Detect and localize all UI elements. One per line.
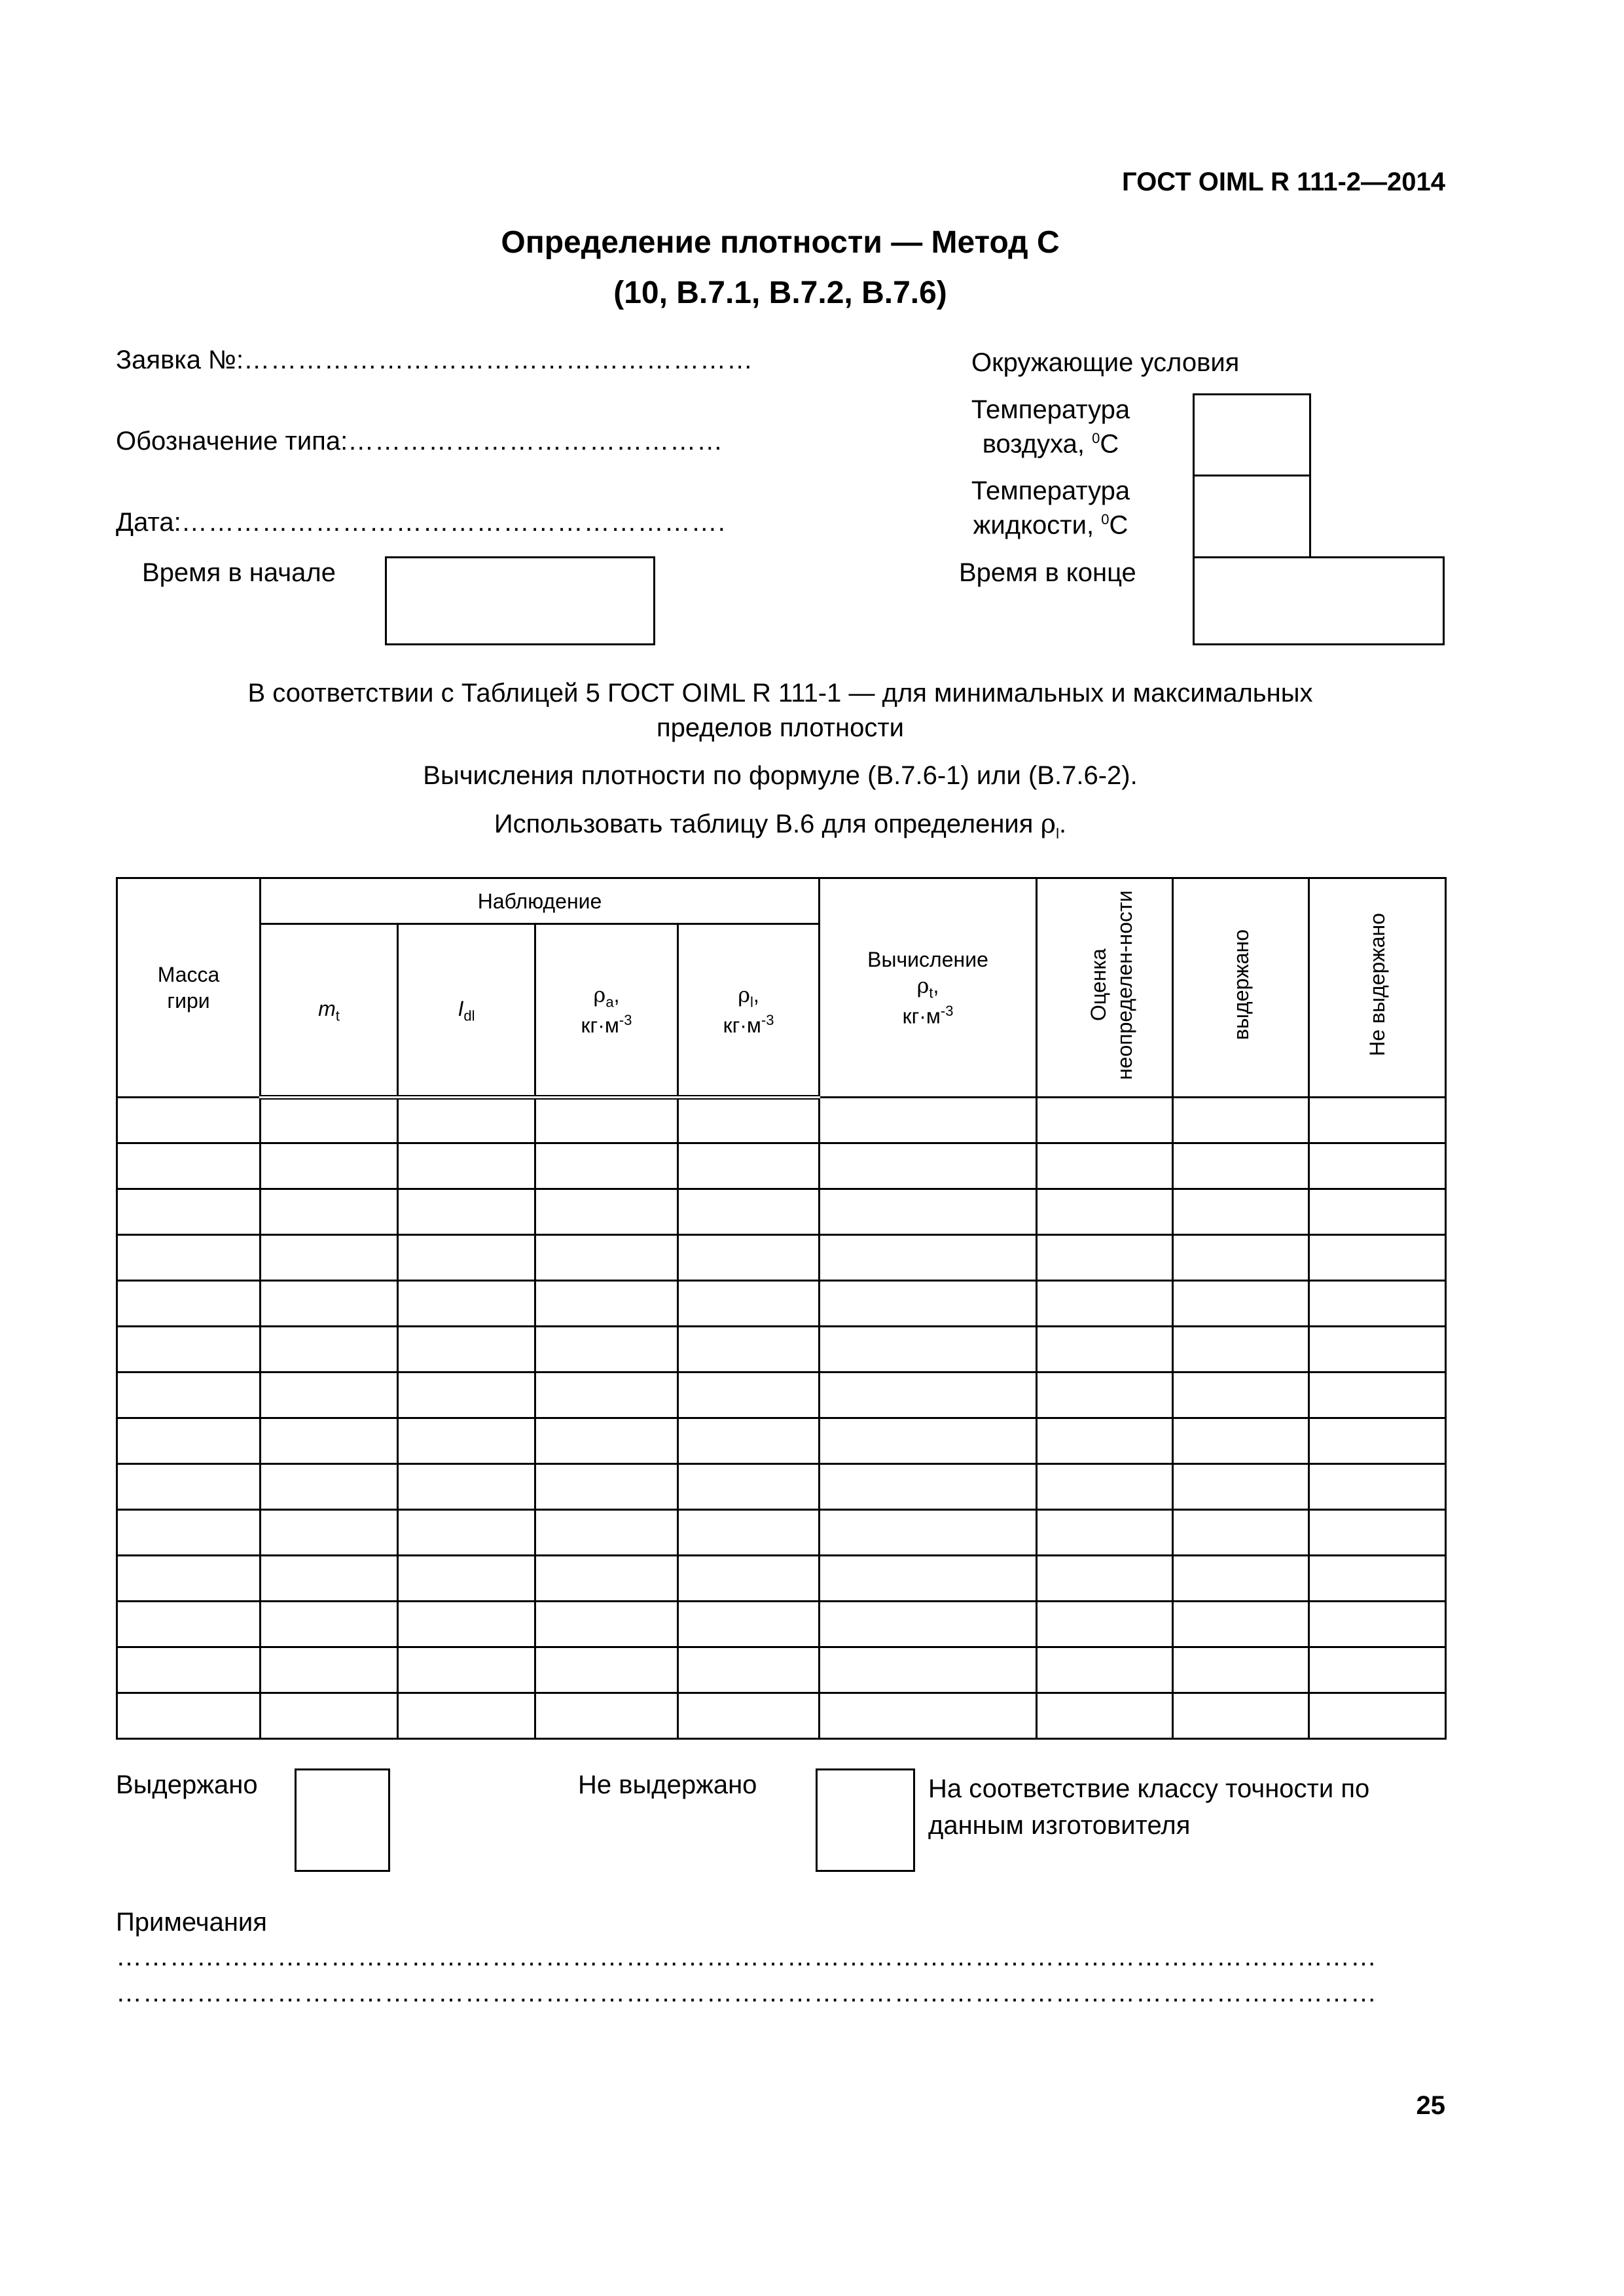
conformity-label: На соответствие классу точности по данным изготовителя	[928, 1774, 1370, 1840]
table-cell[interactable]	[1037, 1693, 1173, 1739]
table-cell[interactable]	[678, 1189, 820, 1235]
table-row	[117, 1327, 1446, 1372]
application-number-label: Заявка №:	[116, 346, 244, 374]
table-cell[interactable]	[117, 1372, 261, 1418]
passed-label: Выдержано	[116, 1770, 258, 1799]
air-temperature-label: Температура воздуха, $^0$С	[971, 395, 1130, 459]
page-subtitle: (10, B.7.1, B.7.2, B.7.6)	[613, 276, 947, 310]
table-cell[interactable]	[1037, 1372, 1173, 1418]
table-cell[interactable]	[1173, 1693, 1309, 1739]
table-cell[interactable]	[1173, 1418, 1309, 1464]
table-cell[interactable]	[1309, 1418, 1446, 1464]
table-cell[interactable]	[820, 1372, 1037, 1418]
table-cell[interactable]	[1037, 1189, 1173, 1235]
table-cell[interactable]	[117, 1647, 261, 1693]
table-cell[interactable]	[535, 1464, 678, 1510]
table-cell[interactable]	[820, 1647, 1037, 1693]
table-cell[interactable]	[398, 1647, 535, 1693]
table-cell[interactable]	[398, 1418, 535, 1464]
table-row	[117, 1098, 1446, 1143]
table-cell[interactable]	[535, 1418, 678, 1464]
table-cell[interactable]	[398, 1693, 535, 1739]
failed-header: Не выдержано	[1309, 878, 1446, 1098]
table-cell[interactable]	[820, 1510, 1037, 1556]
table-cell[interactable]	[820, 1602, 1037, 1647]
table-cell[interactable]	[820, 1235, 1037, 1281]
table-cell[interactable]	[261, 1510, 398, 1556]
table-cell[interactable]	[117, 1281, 261, 1327]
table-row	[117, 1189, 1446, 1235]
table-cell[interactable]	[678, 1281, 820, 1327]
table-cell[interactable]	[1173, 1464, 1309, 1510]
table-cell[interactable]	[1173, 1327, 1309, 1372]
table-cell[interactable]	[117, 1327, 261, 1372]
col-rho-l-header: $\rho_l$, $кг\cdot м^{-3}$	[678, 924, 820, 1098]
table-cell[interactable]	[820, 1418, 1037, 1464]
table-cell[interactable]	[1037, 1602, 1173, 1647]
table-cell[interactable]	[1309, 1098, 1446, 1143]
table-cell[interactable]	[261, 1281, 398, 1327]
calculation-formula-note: Вычисления плотности по формуле (B.7.6-1) или (B.7.6-2).	[423, 761, 1138, 790]
col-idl-header: $I_{dl}$	[398, 924, 535, 1098]
table-cell[interactable]	[398, 1556, 535, 1602]
table-cell[interactable]	[535, 1327, 678, 1372]
failed-label: Не выдержано	[578, 1770, 757, 1799]
table-cell[interactable]	[117, 1143, 261, 1189]
start-time-box[interactable]	[385, 556, 655, 645]
table-cell[interactable]	[117, 1418, 261, 1464]
table-cell[interactable]	[678, 1602, 820, 1647]
table-row	[117, 1647, 1446, 1693]
end-time-label: Время в конце	[959, 558, 1136, 587]
table-cell[interactable]	[678, 1143, 820, 1189]
table-cell[interactable]	[1037, 1556, 1173, 1602]
table-cell[interactable]	[1037, 1647, 1173, 1693]
table-cell[interactable]	[117, 1556, 261, 1602]
table-cell[interactable]	[398, 1510, 535, 1556]
table-cell[interactable]	[398, 1235, 535, 1281]
table-cell[interactable]	[398, 1281, 535, 1327]
table-cell[interactable]	[1173, 1143, 1309, 1189]
table-cell[interactable]	[117, 1235, 261, 1281]
table-cell[interactable]	[261, 1372, 398, 1418]
table-cell[interactable]	[535, 1647, 678, 1693]
table-cell[interactable]	[820, 1098, 1037, 1143]
table-cell[interactable]	[535, 1693, 678, 1739]
table-cell[interactable]	[1037, 1281, 1173, 1327]
table-cell[interactable]	[261, 1464, 398, 1510]
table-cell[interactable]	[1173, 1189, 1309, 1235]
table-cell[interactable]	[1037, 1235, 1173, 1281]
table-cell[interactable]	[535, 1510, 678, 1556]
table-cell[interactable]	[535, 1189, 678, 1235]
table-cell[interactable]	[261, 1327, 398, 1372]
table-cell[interactable]	[117, 1693, 261, 1739]
table-cell[interactable]	[535, 1235, 678, 1281]
table-cell[interactable]	[117, 1510, 261, 1556]
table-cell[interactable]	[261, 1235, 398, 1281]
table-cell[interactable]	[678, 1647, 820, 1693]
table-cell[interactable]	[117, 1464, 261, 1510]
table-cell[interactable]	[1309, 1327, 1446, 1372]
table-cell[interactable]	[535, 1556, 678, 1602]
table-cell[interactable]	[261, 1418, 398, 1464]
start-time-label: Время в начале	[142, 558, 336, 587]
mass-header: Масса гири	[117, 878, 261, 1098]
table-cell[interactable]	[535, 1143, 678, 1189]
table-cell[interactable]	[1037, 1098, 1173, 1143]
type-designation-label: Обозначение типа:	[116, 427, 348, 456]
table-cell[interactable]	[1173, 1510, 1309, 1556]
table-cell[interactable]	[535, 1098, 678, 1143]
table-row	[117, 1418, 1446, 1464]
table-row	[117, 1143, 1446, 1189]
table-cell[interactable]	[535, 1281, 678, 1327]
application-number-field[interactable]	[116, 346, 753, 375]
table-cell[interactable]	[1309, 1143, 1446, 1189]
air-temperature-box[interactable]	[1193, 393, 1311, 476]
table-cell[interactable]	[261, 1143, 398, 1189]
table-cell[interactable]	[1173, 1372, 1309, 1418]
remarks-line-1[interactable]: ……………………………………………………………………………………………………………………………	[116, 1943, 1377, 1971]
density-limits-note-line1: В соответствии с Таблицей 5 ГОСТ OIML R 111-1 — для минимальных и максимальных	[247, 679, 1313, 708]
table-cell[interactable]	[1173, 1556, 1309, 1602]
table-row	[117, 1281, 1446, 1327]
table-cell[interactable]	[1309, 1510, 1446, 1556]
table-cell[interactable]	[1173, 1602, 1309, 1647]
table-cell[interactable]	[820, 1189, 1037, 1235]
table-cell[interactable]	[1309, 1693, 1446, 1739]
observation-header: Наблюдение	[261, 878, 820, 924]
table-row	[117, 1510, 1446, 1556]
table-cell[interactable]	[678, 1372, 820, 1418]
table-cell[interactable]	[678, 1235, 820, 1281]
table-row	[117, 1693, 1446, 1739]
table-cell[interactable]	[117, 1098, 261, 1143]
table-cell[interactable]	[117, 1189, 261, 1235]
failed-checkbox[interactable]	[816, 1768, 915, 1872]
end-time-box[interactable]	[1193, 556, 1445, 645]
table-cell[interactable]	[678, 1327, 820, 1372]
table-cell[interactable]	[261, 1602, 398, 1647]
table-cell[interactable]	[820, 1556, 1037, 1602]
table-cell[interactable]	[820, 1464, 1037, 1510]
table-cell[interactable]	[1037, 1510, 1173, 1556]
table-cell[interactable]	[398, 1602, 535, 1647]
table-cell[interactable]	[398, 1372, 535, 1418]
table-cell[interactable]	[1309, 1602, 1446, 1647]
table-cell[interactable]	[1173, 1235, 1309, 1281]
environmental-conditions-label: Окружающие условия	[971, 348, 1240, 377]
table-cell[interactable]	[1173, 1281, 1309, 1327]
table-cell[interactable]	[261, 1189, 398, 1235]
type-designation-field[interactable]	[116, 427, 723, 456]
table-row	[117, 1602, 1446, 1647]
date-label: Дата:	[116, 508, 181, 537]
type-designation-dots: ……………………………………	[348, 427, 724, 456]
table-cell[interactable]	[678, 1556, 820, 1602]
liquid-temperature-box[interactable]	[1193, 475, 1311, 558]
table-cell[interactable]	[678, 1510, 820, 1556]
density-data-table	[116, 877, 1447, 1740]
table-cell[interactable]	[261, 1647, 398, 1693]
table-cell[interactable]	[820, 1327, 1037, 1372]
table-cell[interactable]	[535, 1602, 678, 1647]
table-cell[interactable]	[117, 1602, 261, 1647]
table-cell[interactable]	[1037, 1143, 1173, 1189]
table-cell[interactable]	[261, 1693, 398, 1739]
table-cell[interactable]	[398, 1098, 535, 1143]
liquid-temperature-label: Температура жидкости, $^0$С	[971, 476, 1130, 540]
uncertainty-header: Оценка неопределен-ности	[1037, 878, 1173, 1098]
table-cell[interactable]	[398, 1464, 535, 1510]
table-cell[interactable]	[820, 1693, 1037, 1739]
table-cell[interactable]	[398, 1327, 535, 1372]
table-row	[117, 1464, 1446, 1510]
remarks-label: Примечания	[116, 1908, 267, 1937]
table-cell[interactable]	[535, 1372, 678, 1418]
table-cell[interactable]	[1037, 1464, 1173, 1510]
density-limits-note-line2: пределов плотности	[656, 713, 905, 742]
application-number-dots: …………………………………………………	[244, 346, 754, 374]
table-cell[interactable]	[1309, 1464, 1446, 1510]
table-cell[interactable]	[398, 1189, 535, 1235]
remarks-line-2[interactable]: ……………………………………………………………………………………………………………………………	[116, 1979, 1377, 2007]
date-dots: …………………………………………………….	[181, 508, 726, 537]
page-number: 25	[1416, 2091, 1445, 2120]
table-cell[interactable]	[1173, 1647, 1309, 1693]
table-cell[interactable]	[678, 1693, 820, 1739]
col-mt-header: $m_t$	[261, 924, 398, 1098]
table-usage-note: Использовать таблицу В.6 для определения $\rho_l$.	[494, 809, 1067, 842]
table-cell[interactable]	[1309, 1281, 1446, 1327]
table-cell[interactable]	[261, 1098, 398, 1143]
passed-checkbox[interactable]	[295, 1768, 390, 1872]
table-cell[interactable]	[1309, 1647, 1446, 1693]
table-cell[interactable]	[1309, 1372, 1446, 1418]
table-cell[interactable]	[1309, 1189, 1446, 1235]
calculation-header: Вычисление $\rho_t$, $кг\cdot м^{-3}$	[820, 878, 1037, 1098]
table-row	[117, 1235, 1446, 1281]
table-cell[interactable]	[820, 1281, 1037, 1327]
date-field[interactable]	[116, 508, 726, 537]
table-cell[interactable]	[1309, 1556, 1446, 1602]
col-rho-a-header: $\rho_a$, $кг\cdot м^{-3}$	[535, 924, 678, 1098]
table-cell[interactable]	[1037, 1327, 1173, 1372]
table-cell[interactable]	[398, 1143, 535, 1189]
table-cell[interactable]	[261, 1556, 398, 1602]
table-cell[interactable]	[1037, 1418, 1173, 1464]
table-cell[interactable]	[678, 1098, 820, 1143]
table-cell[interactable]	[1309, 1235, 1446, 1281]
table-row	[117, 1556, 1446, 1602]
table-row	[117, 1372, 1446, 1418]
passed-header: выдержано	[1173, 878, 1309, 1098]
standard-designation: ГОСТ OIML R 111-2—2014	[1122, 168, 1445, 196]
table-cell[interactable]	[820, 1143, 1037, 1189]
page-title: Определение плотности — Метод С	[501, 225, 1060, 260]
table-cell[interactable]	[1173, 1098, 1309, 1143]
table-cell[interactable]	[678, 1418, 820, 1464]
table-cell[interactable]	[678, 1464, 820, 1510]
